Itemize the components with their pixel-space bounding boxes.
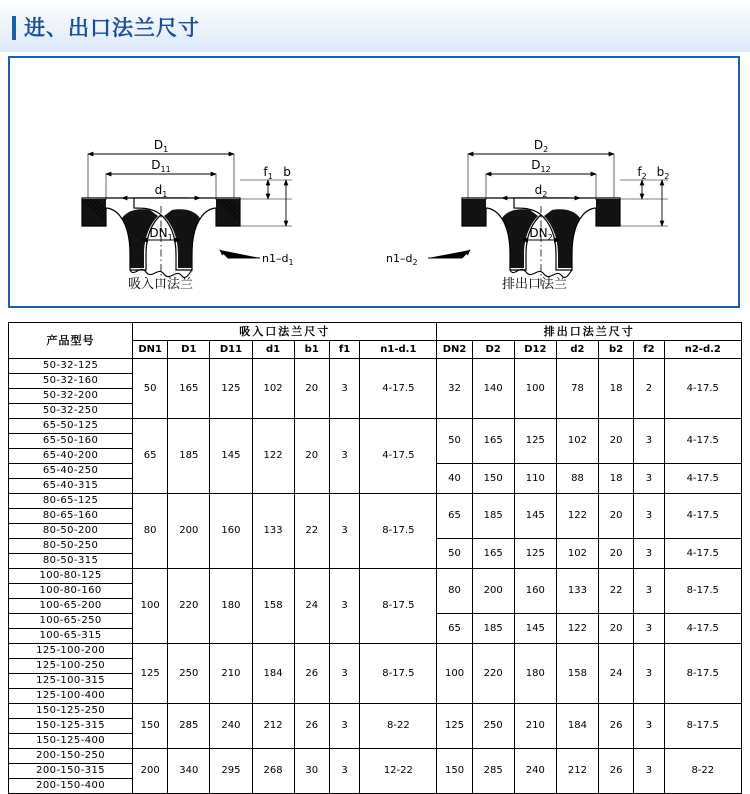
- cell-model: 200-150-315: [9, 764, 133, 779]
- cell-inlet-f1: 3: [329, 494, 359, 569]
- table-row: [9, 749, 742, 764]
- cell-model: 125-100-250: [9, 659, 133, 674]
- cell-outlet-f2: 3: [634, 704, 664, 749]
- cell-model: 50-32-160: [9, 374, 133, 389]
- cell-model: 125-100-315: [9, 674, 133, 689]
- cell-outlet-d2: 78: [556, 359, 598, 419]
- cell-outlet-b2: 18: [599, 464, 634, 494]
- cell-inlet-b1: 20: [294, 419, 329, 494]
- cell-model: 100-65-315: [9, 629, 133, 644]
- svg-text:DN2: $DN_2$: [529, 226, 553, 242]
- cell-outlet-nd2: 4-17.5: [664, 359, 741, 419]
- cell-outlet-b2: 20: [599, 419, 634, 464]
- cell-inlet-f1: 3: [329, 359, 359, 419]
- cell-outlet-dn2: 32: [437, 359, 472, 419]
- col-header-d2: D2: [472, 341, 514, 359]
- cell-inlet-nd1: 8-17.5: [360, 644, 437, 704]
- cell-inlet-d1: 212: [252, 704, 294, 749]
- cell-outlet-d2: 185: [472, 494, 514, 539]
- cell-outlet-f2: 3: [634, 494, 664, 539]
- cell-outlet-d2: 88: [556, 464, 598, 494]
- table-group-header-row: [9, 323, 742, 341]
- cell-outlet-nd2: 4-17.5: [664, 494, 741, 539]
- cell-inlet-d11: 160: [210, 494, 252, 569]
- cell-outlet-f2: 3: [634, 419, 664, 464]
- cell-model: 150-125-400: [9, 734, 133, 749]
- figure-caption-inlet: 吸入口法兰: [128, 277, 194, 292]
- figure-caption-outlet: 排出口法兰: [502, 277, 568, 292]
- flange-drawings-svg: [10, 58, 738, 306]
- cell-inlet-nd1: 12-22: [360, 749, 437, 794]
- cell-model: 100-65-250: [9, 614, 133, 629]
- cell-inlet-d11: 125: [210, 359, 252, 419]
- cell-model: 200-150-400: [9, 779, 133, 794]
- cell-outlet-dn2: 100: [437, 644, 472, 704]
- cell-inlet-dn1: 150: [133, 704, 168, 749]
- svg-text:b2: $b_2$: [656, 165, 670, 181]
- cell-inlet-d1: 268: [252, 749, 294, 794]
- cell-outlet-dn2: 125: [437, 704, 472, 749]
- cell-model: 80-65-160: [9, 509, 133, 524]
- col-header-b1: b1: [294, 341, 329, 359]
- table-row: [9, 644, 742, 659]
- cell-outlet-b2: 20: [599, 494, 634, 539]
- cell-inlet-nd1: 8-17.5: [360, 494, 437, 569]
- cell-inlet-f1: 3: [329, 704, 359, 749]
- cell-inlet-f1: 3: [329, 419, 359, 494]
- svg-text:n1–d1: $n1-d_1$: [262, 252, 294, 267]
- cell-outlet-nd2: 8-17.5: [664, 569, 741, 614]
- cell-model: 100-80-160: [9, 584, 133, 599]
- cell-outlet-dn2: 65: [437, 494, 472, 539]
- cell-inlet-nd1: 8-17.5: [360, 569, 437, 644]
- cell-inlet-d1: 122: [252, 419, 294, 494]
- cell-outlet-f2: 3: [634, 614, 664, 644]
- cell-model: 80-65-125: [9, 494, 133, 509]
- col-header-d1: d1: [252, 341, 294, 359]
- col-group-outlet: 排出口法兰尺寸: [437, 323, 742, 341]
- cell-model: 50-32-250: [9, 404, 133, 419]
- flange-dimensions-table-wrap: [8, 322, 742, 794]
- cell-outlet-nd2: 4-17.5: [664, 419, 741, 464]
- cell-inlet-d1: 184: [252, 644, 294, 704]
- cell-inlet-d11: 180: [210, 569, 252, 644]
- svg-text:D2: $D_2$: [533, 138, 549, 154]
- cell-inlet-d1: 165: [168, 359, 210, 419]
- col-group-inlet: 吸入口法兰尺寸: [133, 323, 437, 341]
- cell-model: 100-80-125: [9, 569, 133, 584]
- cell-outlet-d2: 165: [472, 539, 514, 569]
- col-header-b2: b2: [599, 341, 634, 359]
- cell-model: 80-50-315: [9, 554, 133, 569]
- cell-inlet-dn1: 65: [133, 419, 168, 494]
- svg-text:D11: $D_{11}$: [151, 158, 171, 174]
- svg-text:b: b: [283, 165, 291, 179]
- table-row: [9, 569, 742, 584]
- svg-text:D12: $D_{12}$: [531, 158, 551, 174]
- cell-outlet-d2: 122: [556, 494, 598, 539]
- cell-outlet-d2: 102: [556, 419, 598, 464]
- cell-outlet-d12: 160: [514, 569, 556, 614]
- cell-outlet-nd2: 8-17.5: [664, 644, 741, 704]
- cell-outlet-d12: 110: [514, 464, 556, 494]
- cell-inlet-d1: 133: [252, 494, 294, 569]
- cell-outlet-dn2: 50: [437, 419, 472, 464]
- cell-outlet-d2: 133: [556, 569, 598, 614]
- cell-inlet-d1: 158: [252, 569, 294, 644]
- col-header-d12: D12: [514, 341, 556, 359]
- col-header-f1: f1: [329, 341, 359, 359]
- cell-inlet-d11: 210: [210, 644, 252, 704]
- cell-outlet-f2: 3: [634, 539, 664, 569]
- cell-outlet-d2: 285: [472, 749, 514, 794]
- cell-outlet-d2: 212: [556, 749, 598, 794]
- table-row: [9, 704, 742, 719]
- cell-outlet-d12: 125: [514, 539, 556, 569]
- col-header-d1: D1: [168, 341, 210, 359]
- cell-outlet-d12: 145: [514, 614, 556, 644]
- cell-inlet-b1: 22: [294, 494, 329, 569]
- cell-outlet-b2: 20: [599, 614, 634, 644]
- page-header: [0, 0, 750, 53]
- cell-inlet-dn1: 100: [133, 569, 168, 644]
- cell-inlet-dn1: 125: [133, 644, 168, 704]
- cell-outlet-b2: 20: [599, 539, 634, 569]
- cell-outlet-d2: 140: [472, 359, 514, 419]
- cell-outlet-dn2: 50: [437, 539, 472, 569]
- svg-text:f1: $f_1$: [263, 165, 273, 181]
- cell-outlet-d2: 185: [472, 614, 514, 644]
- cell-inlet-nd1: 8-22: [360, 704, 437, 749]
- cell-model: 65-40-250: [9, 464, 133, 479]
- header-accent-bar: [12, 16, 16, 40]
- table-row: [9, 419, 742, 434]
- cell-outlet-nd2: 4-17.5: [664, 464, 741, 494]
- cell-outlet-d12: 240: [514, 749, 556, 794]
- cell-outlet-f2: 3: [634, 749, 664, 794]
- cell-inlet-d1: 102: [252, 359, 294, 419]
- cell-outlet-d2: 102: [556, 539, 598, 569]
- cell-model: 80-50-250: [9, 539, 133, 554]
- cell-outlet-d2: 200: [472, 569, 514, 614]
- cell-inlet-d1: 250: [168, 644, 210, 704]
- cell-inlet-d11: 145: [210, 419, 252, 494]
- cell-outlet-d12: 125: [514, 419, 556, 464]
- table-row: [9, 359, 742, 374]
- col-header-n2-d-2: n2-d.2: [664, 341, 741, 359]
- cell-outlet-dn2: 40: [437, 464, 472, 494]
- svg-text:f2: $f_2$: [637, 165, 647, 181]
- cell-outlet-nd2: 8-17.5: [664, 704, 741, 749]
- cell-inlet-d1: 200: [168, 494, 210, 569]
- cell-outlet-d2: 220: [472, 644, 514, 704]
- flange-diagram-panel: [8, 56, 740, 308]
- cell-outlet-nd2: 4-17.5: [664, 614, 741, 644]
- cell-inlet-dn1: 200: [133, 749, 168, 794]
- cell-inlet-d11: 295: [210, 749, 252, 794]
- cell-inlet-d1: 185: [168, 419, 210, 494]
- cell-inlet-b1: 30: [294, 749, 329, 794]
- cell-outlet-d12: 100: [514, 359, 556, 419]
- cell-outlet-dn2: 150: [437, 749, 472, 794]
- cell-outlet-dn2: 80: [437, 569, 472, 614]
- cell-model: 125-100-400: [9, 689, 133, 704]
- cell-outlet-d2: 158: [556, 644, 598, 704]
- cell-outlet-f2: 3: [634, 569, 664, 614]
- cell-outlet-dn2: 65: [437, 614, 472, 644]
- cell-outlet-f2: 3: [634, 464, 664, 494]
- svg-text:d2: $d_2$: [534, 183, 548, 199]
- cell-outlet-d2: 122: [556, 614, 598, 644]
- cell-outlet-d12: 180: [514, 644, 556, 704]
- cell-inlet-dn1: 80: [133, 494, 168, 569]
- cell-model: 50-32-125: [9, 359, 133, 374]
- cell-inlet-d1: 220: [168, 569, 210, 644]
- cell-outlet-f2: 3: [634, 644, 664, 704]
- cell-outlet-d2: 150: [472, 464, 514, 494]
- flange-dimensions-table: [8, 322, 742, 794]
- cell-outlet-d2: 184: [556, 704, 598, 749]
- page-title: 进、出口法兰尺寸: [24, 16, 200, 40]
- table-head: [9, 323, 742, 359]
- cell-inlet-d11: 240: [210, 704, 252, 749]
- cell-inlet-dn1: 50: [133, 359, 168, 419]
- cell-outlet-f2: 2: [634, 359, 664, 419]
- cell-outlet-nd2: 8-22: [664, 749, 741, 794]
- cell-model: 65-40-315: [9, 479, 133, 494]
- cell-outlet-d12: 145: [514, 494, 556, 539]
- cell-model: 65-50-125: [9, 419, 133, 434]
- cell-model: 80-50-200: [9, 524, 133, 539]
- cell-model: 65-50-160: [9, 434, 133, 449]
- svg-text:D1: $D_1$: [153, 138, 169, 154]
- col-header-dn2: DN2: [437, 341, 472, 359]
- cell-model: 50-32-200: [9, 389, 133, 404]
- cell-inlet-nd1: 4-17.5: [360, 359, 437, 419]
- cell-outlet-b2: 18: [599, 359, 634, 419]
- cell-inlet-f1: 3: [329, 749, 359, 794]
- svg-text:d1: $d_1$: [154, 183, 168, 199]
- cell-inlet-f1: 3: [329, 644, 359, 704]
- cell-model: 150-125-315: [9, 719, 133, 734]
- cell-inlet-d1: 285: [168, 704, 210, 749]
- col-header-d11: D11: [210, 341, 252, 359]
- cell-inlet-b1: 20: [294, 359, 329, 419]
- cell-inlet-b1: 24: [294, 569, 329, 644]
- cell-model: 200-150-250: [9, 749, 133, 764]
- cell-inlet-d1: 340: [168, 749, 210, 794]
- cell-model: 65-40-200: [9, 449, 133, 464]
- cell-inlet-nd1: 4-17.5: [360, 419, 437, 494]
- col-header-d2: d2: [556, 341, 598, 359]
- cell-inlet-f1: 3: [329, 569, 359, 644]
- cell-outlet-nd2: 4-17.5: [664, 539, 741, 569]
- cell-outlet-b2: 26: [599, 704, 634, 749]
- cell-model: 125-100-200: [9, 644, 133, 659]
- col-header-f2: f2: [634, 341, 664, 359]
- cell-outlet-b2: 24: [599, 644, 634, 704]
- cell-model: 150-125-250: [9, 704, 133, 719]
- cell-outlet-d12: 210: [514, 704, 556, 749]
- cell-inlet-b1: 26: [294, 644, 329, 704]
- col-header-dn1: DN1: [133, 341, 168, 359]
- cell-inlet-b1: 26: [294, 704, 329, 749]
- col-header-n1-d-1: n1-d.1: [360, 341, 437, 359]
- cell-outlet-d2: 250: [472, 704, 514, 749]
- svg-text:n1–d2: $n1-d_2$: [386, 252, 418, 267]
- cell-outlet-b2: 22: [599, 569, 634, 614]
- cell-model: 100-65-200: [9, 599, 133, 614]
- svg-text:DN1: $DN_1$: [149, 226, 173, 242]
- cell-outlet-b2: 26: [599, 749, 634, 794]
- table-body: [9, 359, 742, 794]
- table-row: [9, 494, 742, 509]
- cell-outlet-d2: 165: [472, 419, 514, 464]
- col-header-model: 产品型号: [9, 323, 133, 359]
